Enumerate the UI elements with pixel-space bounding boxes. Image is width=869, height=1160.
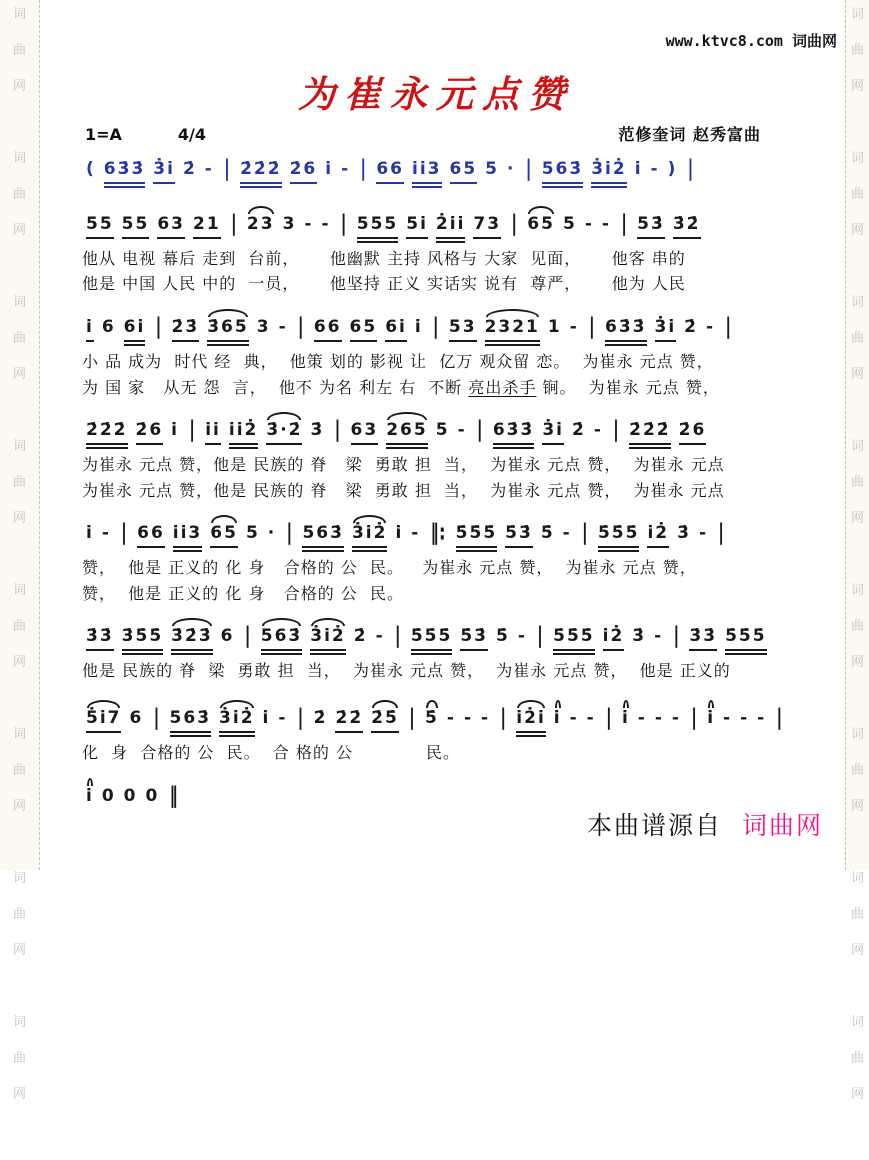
note-group: 2̇ (182, 159, 197, 179)
note-group: · (507, 159, 516, 179)
note-group: - (411, 523, 421, 544)
lyric-segment: 亮出杀手 (468, 377, 537, 397)
border-char: 词 (850, 439, 864, 454)
note-group: 0 (123, 785, 138, 806)
barline: | (525, 155, 532, 182)
note-group: - (341, 159, 351, 179)
note-group: i (171, 420, 179, 441)
note-group: 3̇3̇ (86, 625, 114, 651)
note-group: - (654, 707, 664, 728)
note-group: 2̇5̇ (371, 707, 399, 733)
barline: | (223, 155, 231, 182)
lyrics-line (82, 478, 798, 504)
border-char: 曲 (850, 187, 864, 202)
note-group: - (204, 159, 214, 179)
note-group: 3̇ (632, 626, 647, 647)
note-group: 2̇ii (436, 213, 465, 243)
note-group: i (86, 523, 94, 544)
note-group: 65 (350, 316, 378, 342)
note-group: i (86, 785, 94, 809)
note-group: 3̇i (655, 316, 677, 342)
note-group: i (414, 317, 423, 338)
note-group: i (395, 523, 404, 544)
note-group: - (481, 707, 491, 728)
note-group: 5 (245, 523, 260, 544)
note-group: ii2̇ (229, 419, 258, 449)
lyrics-line (82, 658, 798, 684)
note-group: - (569, 707, 579, 728)
note-group: - (654, 626, 664, 647)
system-4 (82, 512, 798, 606)
barline: | (244, 623, 251, 650)
lyrics-line (82, 349, 798, 375)
note-group: · (267, 523, 277, 544)
note-group: 66 (137, 522, 165, 548)
song-title: 为崔永元点赞 (298, 72, 574, 116)
barline: | (690, 704, 698, 731)
barline: | (718, 520, 725, 547)
system-7 (82, 775, 798, 809)
source-credit (587, 806, 823, 842)
barline: | (297, 313, 304, 340)
border-char: 网 (850, 799, 864, 814)
note-group: 2̇2̇2̇ (240, 158, 282, 188)
barline: | (334, 417, 341, 444)
border-char: 曲 (12, 331, 26, 346)
border-char: 词 (850, 295, 864, 310)
note-group: 5̇5̇5̇ (456, 522, 498, 552)
border-char: 网 (12, 655, 26, 670)
note-group: ii3 (412, 158, 441, 188)
note-group: 3̇i2̇ (219, 707, 254, 737)
note-group: i2̇ (647, 522, 669, 548)
barline: | (408, 704, 416, 731)
border-char: 网 (12, 367, 26, 382)
note-group: 563̇ (302, 522, 344, 552)
border-char: 网 (12, 223, 26, 238)
note-group: 63̇3̇ (605, 316, 647, 346)
border-char: 曲 (12, 475, 26, 490)
note-group: 66 (314, 316, 342, 342)
note-group: 5̇5̇5̇ (725, 625, 767, 655)
note-group: - (584, 213, 594, 234)
left-border-strip (0, 0, 40, 1102)
barline: | (189, 417, 196, 444)
note-group: 55 (86, 213, 114, 239)
system-0 (82, 148, 798, 188)
border-char: 网 (850, 943, 864, 958)
border-char: 曲 (850, 331, 864, 346)
note-group: 63 (351, 419, 379, 445)
note-group: - (586, 707, 596, 728)
note-group: 2̇ (684, 317, 699, 338)
right-border-strip (845, 0, 869, 1102)
border-char: 词 (850, 1015, 864, 1030)
barline: | (776, 704, 783, 731)
system-3 (82, 409, 798, 503)
lyric-segment: 小 品 成为 时代 经 典， 他策 划的 影视 让 亿万 观众留 恋。 为崔永 元点 赞， (82, 352, 714, 371)
note-group: 3 (282, 213, 297, 234)
note-group: 1 (547, 317, 562, 338)
notation-line (82, 775, 798, 809)
note-group: 2̇ (353, 626, 368, 647)
barline: | (511, 210, 518, 237)
lyric-segment: 锏。 为崔永 元点 赞， (536, 377, 720, 397)
notation-line (82, 615, 798, 655)
barline: | (605, 704, 612, 731)
note-group: 66 (376, 158, 404, 184)
lyrics-line (82, 555, 798, 581)
note-group: - (601, 213, 611, 234)
note-group: 2̇3̇ (172, 316, 200, 342)
barline: | (230, 210, 237, 237)
border-char: 网 (12, 943, 26, 958)
barline: | (153, 704, 160, 731)
border-char: 词 (850, 7, 864, 22)
note-group: ) (667, 159, 678, 179)
border-char: 网 (850, 1087, 864, 1102)
lyric-segment: 他是 民族的 脊 梁 勇敢 担 当， 为崔永 元点 赞， 为崔永 元点 赞， 他是 正义的 (82, 661, 731, 681)
note-group: 23 (247, 213, 275, 237)
lyric-segment: 赞， 他是 正义的 化 身 合格的 公 民。 (82, 583, 404, 603)
barline: | (536, 623, 544, 650)
barline: | (500, 704, 507, 731)
note-group: 53 (449, 316, 477, 342)
lyric-segment: 为 国 家 从无 怨 言， 他不 为名 利左 右 不断 (82, 377, 469, 397)
border-char: 网 (850, 655, 864, 670)
right-border-characters (846, 0, 869, 1160)
border-char: 词 (850, 583, 864, 598)
note-group: ii3 (173, 522, 202, 552)
border-char: 网 (12, 511, 26, 526)
system-2 (82, 306, 798, 400)
note-group: - (278, 707, 288, 728)
note-group: - (706, 317, 716, 338)
note-group: 63̇3̇ (493, 419, 535, 449)
note-group: i (262, 707, 271, 728)
note-group: 6 (129, 707, 144, 728)
note-group: 5i (406, 213, 428, 239)
barline: | (476, 417, 483, 444)
note-group: - (517, 626, 527, 647)
note-group: - (446, 707, 456, 728)
note-group: 3̇2̇3̇ (171, 625, 213, 655)
barline: | (297, 704, 304, 731)
notation-line (82, 306, 798, 346)
barline: | (581, 520, 588, 547)
note-group: ii (205, 419, 221, 445)
note-group: 2̇2̇2̇ (86, 419, 128, 449)
note-group: 65 (210, 522, 238, 548)
note-group: 53̇ (637, 213, 665, 239)
barline: | (620, 210, 628, 237)
note-group: i (634, 159, 643, 179)
left-border-characters (0, 0, 39, 1160)
system-5 (82, 615, 798, 684)
border-char: 词 (12, 151, 26, 166)
border-char: 曲 (850, 1051, 864, 1066)
source-site-link[interactable]: 词曲网 (741, 811, 823, 840)
watermark-url: www.ktvc8.com 词曲网 (665, 32, 837, 50)
lyrics-line (82, 581, 798, 607)
system-6 (82, 697, 798, 766)
border-char: 词 (850, 871, 864, 886)
note-group: - (562, 523, 572, 544)
barline: | (394, 623, 401, 650)
lyrics-line (82, 246, 798, 272)
note-group: 265 (386, 419, 428, 449)
note-group: 3̇3̇ (689, 625, 717, 651)
score (82, 148, 798, 817)
note-group: 65 (527, 213, 555, 237)
note-group: - (650, 159, 660, 179)
note-group: ( (86, 159, 96, 179)
barline: | (120, 520, 128, 547)
note-group: 3̇i2̇ (310, 625, 345, 655)
note-group: 0 (145, 785, 160, 806)
barline: | (588, 313, 596, 340)
border-char: 曲 (12, 43, 26, 58)
note-group: i (707, 707, 715, 731)
note-group: 5̇i7 (86, 707, 121, 733)
note-group: 563̇ (542, 158, 584, 188)
note-group: 3̇5̇5̇ (122, 625, 164, 655)
time-signature: 4/4 (177, 125, 207, 144)
note-group: 5 (562, 213, 577, 234)
lyrics-line (82, 452, 798, 478)
note-group: 3̇ (310, 420, 325, 441)
border-char: 网 (12, 79, 26, 94)
note-group: 5̇ (496, 626, 510, 647)
note-group: 6 (101, 317, 116, 338)
score-header (85, 122, 761, 145)
note-group: 5̇5̇5̇ (598, 522, 640, 552)
note-group: 2̇6 (679, 419, 707, 445)
border-char: 曲 (850, 763, 864, 778)
note-group: i2̇ (603, 625, 625, 651)
key-signature: 1=A (85, 125, 122, 144)
notation-line (82, 409, 798, 449)
note-group: 2321 (485, 316, 540, 346)
barline: | (612, 417, 620, 444)
note-group: - (457, 420, 467, 441)
note-group: 3̇65 (207, 316, 249, 346)
barline: | (725, 313, 732, 340)
note-group: - (593, 420, 603, 441)
border-char: 曲 (12, 187, 26, 202)
lyric-segment: 为崔永 元点 赞，他是 民族的 脊 梁 勇敢 担 当， 为崔永 元点 赞， 为崔永 元点 (82, 455, 725, 475)
note-group: 21 (193, 213, 221, 239)
note-group: 2̇ (313, 707, 328, 728)
note-group: - (375, 626, 385, 647)
note-group: 3̇i2̇ (352, 522, 387, 552)
note-group: i (325, 159, 334, 179)
note-group: - (671, 707, 681, 728)
border-char: 网 (12, 1087, 26, 1102)
note-group: - (757, 707, 767, 728)
border-char: 网 (12, 799, 26, 814)
note-group: 6i (385, 316, 407, 342)
note-group: - (740, 707, 750, 728)
note-group: 5 (485, 159, 500, 179)
lyric-segment: 赞， 他是 正义的 化 身 合格的 公 民。 为崔永 元点 赞， 为崔永 元点 赞， (82, 558, 697, 578)
border-char: 词 (12, 439, 26, 454)
lyric-segment: 为崔永 元点 赞，他是 民族的 脊 梁 勇敢 担 当， 为崔永 元点 赞， 为崔永 元点 (82, 480, 725, 500)
note-group: 555 (357, 213, 399, 243)
note-group: 6i (124, 316, 146, 346)
note-group: 3̇·2̇ (266, 419, 302, 445)
note-group: 3 (256, 317, 271, 338)
note-group: 73 (473, 213, 501, 239)
note-group: - (569, 317, 579, 338)
notation-line (82, 512, 798, 552)
border-char: 词 (12, 871, 26, 886)
border-char: 网 (850, 367, 864, 382)
note-group: 5̇ (540, 523, 555, 544)
border-char: 曲 (12, 1051, 26, 1066)
note-group: - (321, 213, 331, 234)
note-group: 55 (122, 213, 150, 239)
note-group: - (463, 707, 474, 728)
note-group: 3̇2̇ (673, 213, 701, 239)
barline: | (360, 155, 367, 182)
barline: | (340, 210, 347, 237)
border-char: 曲 (850, 907, 864, 922)
note-group: 3̇i2̇ (591, 158, 626, 188)
barline: | (432, 313, 439, 340)
note-group: 2̇2̇ (335, 707, 363, 733)
border-char: 词 (850, 151, 864, 166)
note-group: 2̇ (572, 420, 586, 441)
lyrics-line (82, 740, 798, 766)
system-1 (82, 203, 798, 297)
barline: ‖ (169, 782, 178, 809)
note-group: i2̇i (516, 707, 545, 737)
note-group: 63 (157, 213, 185, 239)
barline: ‖: (430, 520, 446, 547)
note-group: 6 (220, 626, 235, 647)
note-group: 2̇2̇2̇ (629, 419, 671, 449)
lyric-segment: 化 身 合格的 公 民。 合 格的 公 民。 (82, 742, 460, 762)
lyrics-line (82, 375, 798, 401)
note-group: 65 (450, 158, 478, 184)
notation-line (82, 697, 798, 737)
border-char: 曲 (850, 43, 864, 58)
note-group: 3̇i (153, 158, 175, 184)
border-char: 词 (12, 1015, 26, 1030)
note-group: i (86, 316, 94, 342)
note-group: 563̇ (170, 707, 212, 737)
note-group: 5 (435, 420, 450, 441)
lyric-segment: 他是 中国 人民 中的 一员， 他坚持 正义 实话实 说有 尊严， 他为 人民 (82, 274, 686, 294)
note-group: 5̇3̇ (460, 625, 488, 651)
barline: | (673, 623, 680, 650)
note-group: - (101, 523, 111, 544)
note-group: 3̇i (542, 419, 564, 445)
note-group: 63̇3̇ (104, 158, 146, 188)
border-char: 词 (12, 295, 26, 310)
border-char: 词 (12, 583, 26, 598)
note-group: 3̇ (677, 523, 691, 544)
note-group: 5̇3̇ (505, 522, 533, 548)
note-group: 2̇6 (290, 158, 318, 184)
barline: | (687, 155, 694, 182)
border-char: 网 (850, 511, 864, 526)
border-char: 词 (12, 727, 26, 742)
composer-credits: 范修奎词 赵秀富曲 (618, 125, 761, 144)
note-group: 2̇6 (136, 419, 164, 445)
border-char: 曲 (850, 619, 864, 634)
notation-line (82, 148, 798, 188)
lyric-segment: 他从 电视 幕后 走到 台前， 他幽默 主持 风格与 大家 见面， 他客 串的 (82, 248, 686, 268)
border-char: 曲 (12, 907, 26, 922)
border-char: 曲 (12, 619, 26, 634)
barline: | (155, 313, 162, 340)
note-group: - (637, 707, 647, 728)
note-group: 5̇5̇5̇ (411, 625, 453, 655)
note-group: 5̇5̇5̇ (553, 625, 595, 655)
border-char: 曲 (12, 763, 26, 778)
note-group: 0 (101, 785, 116, 806)
border-char: 曲 (850, 475, 864, 490)
lyrics-line (82, 271, 798, 297)
border-char: 网 (850, 79, 864, 94)
border-char: 网 (850, 223, 864, 238)
note-group: - (698, 523, 709, 544)
source-prefix: 本曲谱源自 (586, 811, 722, 840)
note-group: i (554, 707, 562, 731)
note-group: - (304, 213, 314, 234)
note-group: - (723, 707, 733, 728)
barline: | (286, 520, 293, 547)
note-group: i (622, 707, 630, 731)
border-char: 词 (12, 7, 26, 22)
border-char: 词 (850, 727, 864, 742)
notation-line (82, 203, 798, 243)
note-group: 563̇ (261, 625, 303, 655)
note-group: - (278, 317, 288, 338)
note-group: 5̇ (425, 707, 439, 731)
